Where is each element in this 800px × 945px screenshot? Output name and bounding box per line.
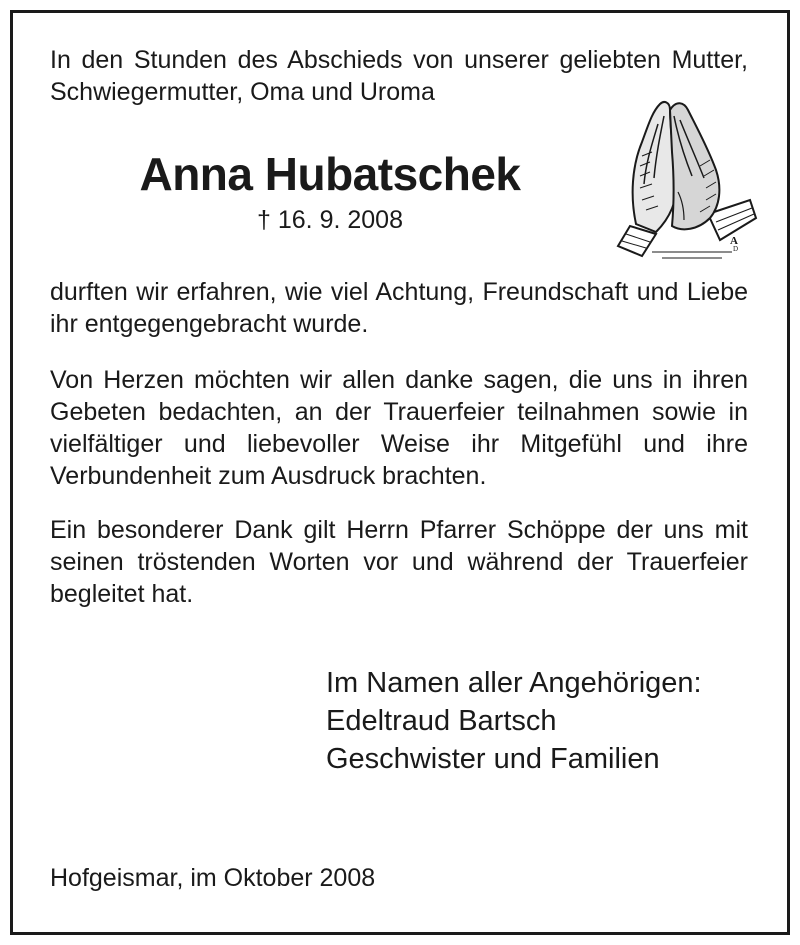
gratitude-paragraph-2: Von Herzen möchten wir allen danke sagen, die uns in ihren Gebeten bedachten, an der Trauerfeier teilnahmen sowie in vielfältiger und liebevoller Weise ihr Mitgefühl und ihre Verbundenheit zum Ausdruck brachten. xyxy=(50,366,748,490)
deceased-name: Anna Hubatschek xyxy=(139,148,521,200)
svg-text:D: D xyxy=(733,245,739,253)
intro-text: In den Stunden des Abschieds von unserer geliebten Mutter, Schwiegermutter, Oma und Uroma xyxy=(50,46,748,106)
signature-line-1: Im Namen aller Angehörigen: xyxy=(326,667,702,699)
place-and-date: Hofgeismar, im Oktober 2008 xyxy=(50,864,376,892)
signature-block xyxy=(326,664,702,778)
praying-hands-icon xyxy=(612,96,762,264)
gratitude-paragraph-1: durften wir erfahren, wie viel Achtung, Freundschaft und Liebe ihr entgegengebracht wurde. xyxy=(50,278,748,338)
signature-line-2: Edeltraud Bartsch xyxy=(326,705,557,737)
svg-text:A: A xyxy=(730,235,738,247)
death-date: † 16. 9. 2008 xyxy=(257,206,403,234)
signature-line-3: Geschwister und Familien xyxy=(326,743,660,775)
gratitude-paragraph-3: Ein besonderer Dank gilt Herrn Pfarrer Schöppe der uns mit seinen tröstenden Worten vor und während der Trauerfeier begleitet hat. xyxy=(50,516,748,608)
